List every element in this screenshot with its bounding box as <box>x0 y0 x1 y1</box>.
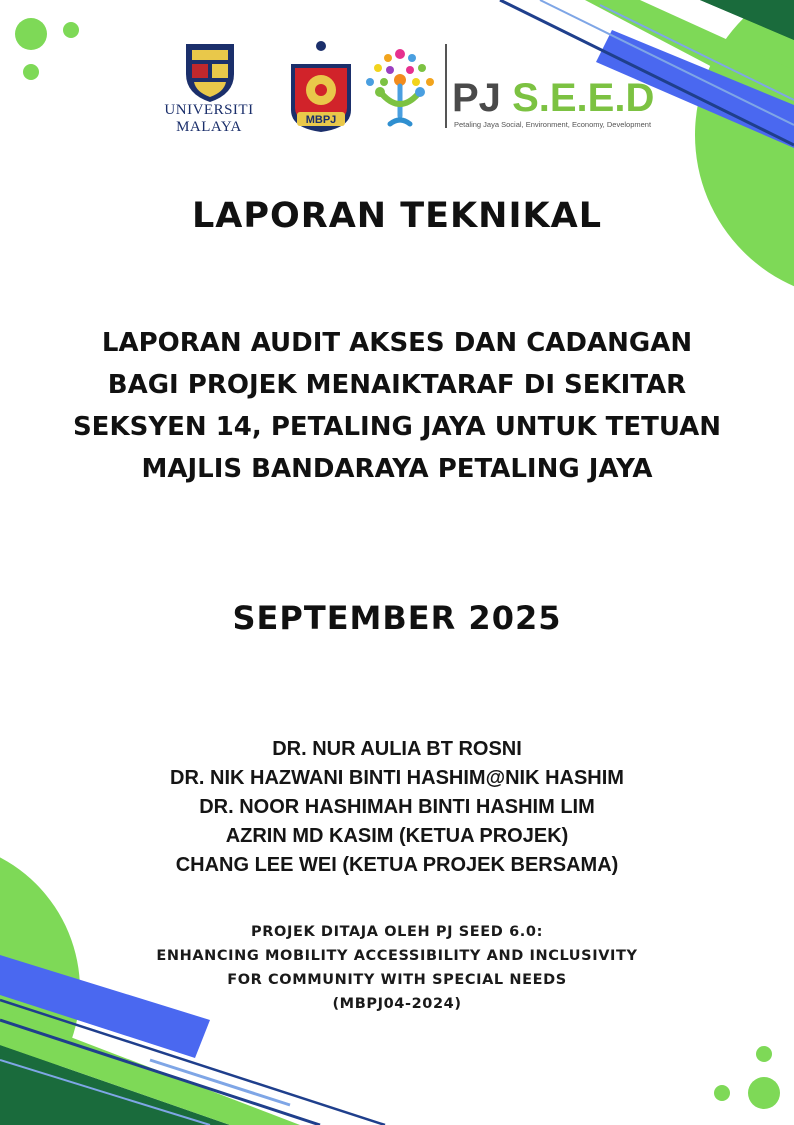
report-type-title: LAPORAN TEKNIKAL <box>191 196 603 236</box>
author-name: CHANG LEE WEI (KETUA PROJEK BERSAMA) <box>175 854 619 876</box>
decor-dot <box>748 1077 780 1109</box>
author-name: DR. NIK HAZWANI BINTI HASHIM@NIK HASHIM <box>170 767 624 789</box>
author-name: AZRIN MD KASIM (KETUA PROJEK) <box>225 825 569 847</box>
logo-divider <box>445 44 447 128</box>
report-date: SEPTEMBER 2025 <box>232 599 562 637</box>
subtitle-line: BAGI PROJEK MENAIKTARAF DI SEKITAR <box>107 370 687 400</box>
pjseed-logo-pj: PJ <box>452 76 501 120</box>
pjseed-logo-text <box>452 76 654 120</box>
university-malaya-crest-icon <box>180 40 240 104</box>
sponsor-statement <box>0 920 794 1016</box>
university-name-line2: MALAYA <box>176 119 242 135</box>
university-name-line1: UNIVERSITI <box>164 102 254 118</box>
report-subtitle <box>40 322 754 490</box>
pjseed-logo-seed: S.E.E.D <box>512 76 655 120</box>
mbpj-emblem-text: MBPJ <box>305 114 337 126</box>
mbpj-emblem-icon <box>285 38 357 134</box>
sponsor-line: FOR COMMUNITY WITH SPECIAL NEEDS <box>227 972 567 988</box>
author-name: DR. NUR AULIA BT ROSNI <box>272 738 522 760</box>
sponsor-line: ENHANCING MOBILITY ACCESSIBILITY AND INCLUSIVITY <box>156 948 638 964</box>
pjseed-tagline: Petaling Jaya Social, Environment, Economy, Development <box>454 120 652 129</box>
author-name: DR. NOOR HASHIMAH BINTI HASHIM LIM <box>199 796 595 818</box>
logo-row <box>0 0 794 150</box>
author-list <box>0 735 794 880</box>
decor-dot <box>756 1046 772 1062</box>
subtitle-line: MAJLIS BANDARAYA PETALING JAYA <box>141 454 653 484</box>
subtitle-line: LAPORAN AUDIT AKSES DAN CADANGAN <box>101 328 693 358</box>
subtitle-line: SEKSYEN 14, PETALING JAYA UNTUK TETUAN <box>72 412 722 442</box>
sponsor-line: (MBPJ04-2024) <box>332 996 462 1012</box>
university-name <box>148 102 270 136</box>
sponsor-line: PROJEK DITAJA OLEH PJ SEED 6.0: <box>251 924 543 940</box>
decor-dot <box>714 1085 730 1101</box>
pjseed-tree-icon <box>360 42 440 132</box>
